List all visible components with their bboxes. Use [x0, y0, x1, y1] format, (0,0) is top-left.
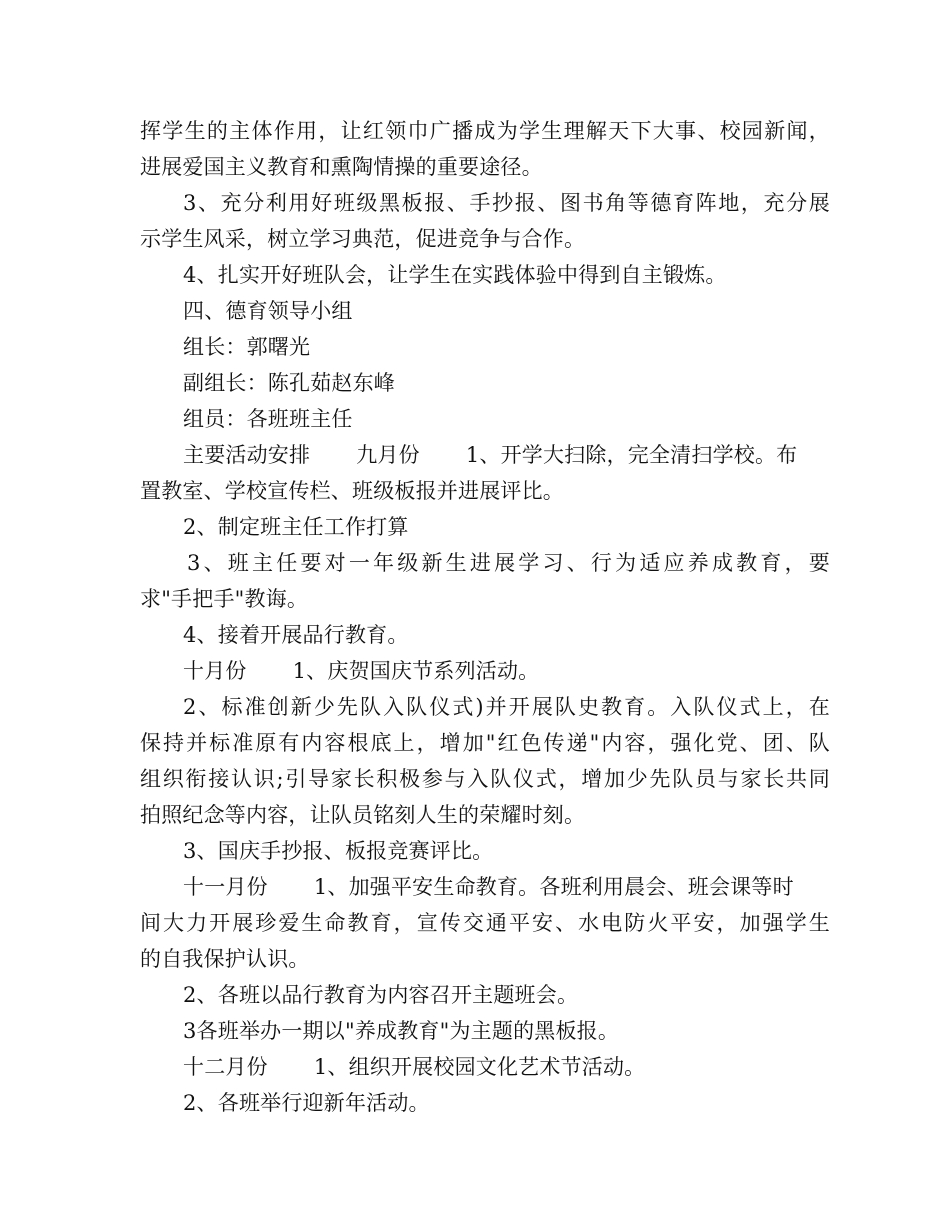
paragraph-line: 2、各班以品行教育为内容召开主题班会。 — [183, 983, 579, 1007]
paragraph-line: 4、接着开展品行教育。 — [183, 623, 409, 647]
schedule-title: 主要活动安排 — [183, 443, 311, 467]
month-label-october: 十月份 — [183, 659, 247, 683]
paragraph-line: 挥学生的主体作用，让红领巾广播成为学生理解天下大事、校园新闻， — [140, 119, 830, 143]
month-label-december: 十二月份 — [183, 1055, 268, 1079]
group-members: 组员：各班班主任 — [183, 407, 353, 431]
schedule-november-line — [140, 869, 830, 905]
schedule-item: 1、组织开展校园文化艺术节活动。 — [313, 1055, 646, 1079]
paragraph-line: 3、班主任要对一年级新生进展学习、行为适应养成教育，要 — [187, 551, 830, 575]
schedule-december-line — [140, 1049, 830, 1085]
paragraph-line: 4、扎实开好班队会，让学生在实践体验中得到自主锻炼。 — [183, 263, 727, 287]
paragraph-line: 求"手把手"教诲。 — [140, 587, 309, 611]
schedule-october-line — [140, 653, 830, 689]
paragraph-line: 3各班举办一期以"养成教育"为主题的黑板报。 — [183, 1019, 620, 1043]
schedule-item: 1、开学大扫除，完全清扫学校。布 — [465, 443, 798, 467]
paragraph-line: 保持并标准原有内容根底上，增加"红色传递"内容，强化党、团、队 — [140, 731, 830, 755]
document-body — [140, 113, 830, 1121]
paragraph-line: 置教室、学校宣传栏、班级板报并进展评比。 — [140, 479, 564, 503]
schedule-item: 1、加强平安生命教育。各班利用晨会、班会课等时 — [313, 875, 794, 899]
group-leader: 组长：郭曙光 — [183, 335, 311, 359]
paragraph-line: 拍照纪念等内容，让队员铭刻人生的荣耀时刻。 — [140, 803, 586, 827]
paragraph-line: 2、各班举行迎新年活动。 — [183, 1091, 430, 1115]
month-label-november: 十一月份 — [183, 875, 268, 899]
paragraph-line: 间大力开展珍爱生命教育，宣传交通平安、水电防火平安，加强学生 — [140, 911, 830, 935]
schedule-item: 1、庆贺国庆节系列活动。 — [292, 659, 540, 683]
paragraph-line: 进展爱国主义教育和熏陶情操的重要途径。 — [140, 155, 543, 179]
paragraph-line: 的自我保护认识。 — [140, 947, 310, 971]
schedule-september-line — [140, 437, 830, 473]
paragraph-line: 3、国庆手抄报、板报竞赛评比。 — [183, 839, 494, 863]
paragraph-line: 3、充分利用好班级黑板报、手抄报、图书角等德育阵地，充分展 — [183, 191, 830, 215]
group-deputy-leader: 副组长：陈孔茹赵东峰 — [183, 371, 395, 395]
paragraph-line: 2、制定班主任工作打算 — [183, 515, 409, 539]
section-heading: 四、德育领导小组 — [183, 299, 353, 323]
paragraph-line: 2、标准创新少先队入队仪式)并开展队史教育。入队仪式上，在 — [183, 695, 830, 719]
month-label-september: 九月份 — [356, 443, 420, 467]
paragraph-line: 示学生风采，树立学习典范，促进竞争与合作。 — [140, 227, 586, 251]
paragraph-line: 组织衔接认识;引导家长积极参与入队仪式，增加少先队员与家长共同 — [140, 767, 830, 791]
